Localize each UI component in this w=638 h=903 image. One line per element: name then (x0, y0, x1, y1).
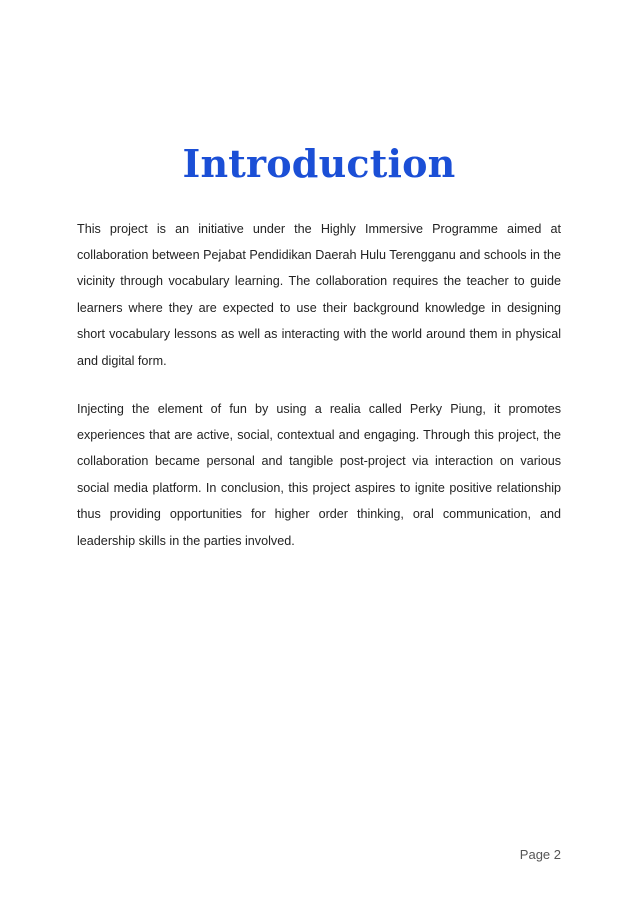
intro-paragraph-1: This project is an initiative under the Highly Immersive Programme aimed at collaboration between Pejabat Pendidikan Daerah Hulu Terengganu and schools in the vicinity through vocabulary learning. The collaboration requires the teacher to guide learners where they are expected to use their background knowledge in designing short vocabulary lessons as well as interacting with the world around them in physical and digital form. (77, 221, 561, 368)
page-title: Introduction (182, 141, 456, 187)
page-number: Page 2 (519, 847, 561, 862)
intro-paragraph-2: Injecting the element of fun by using a realia called Perky Piung, it promotes experiences that are active, social, contextual and engaging. Through this project, the collaboration became personal and tangible post-project via interaction on various social media platform. In conclusion, this project aspires to ignite positive relationship thus providing opportunities for higher order thinking, oral communication, and leadership skills in the parties involved. (77, 401, 561, 548)
